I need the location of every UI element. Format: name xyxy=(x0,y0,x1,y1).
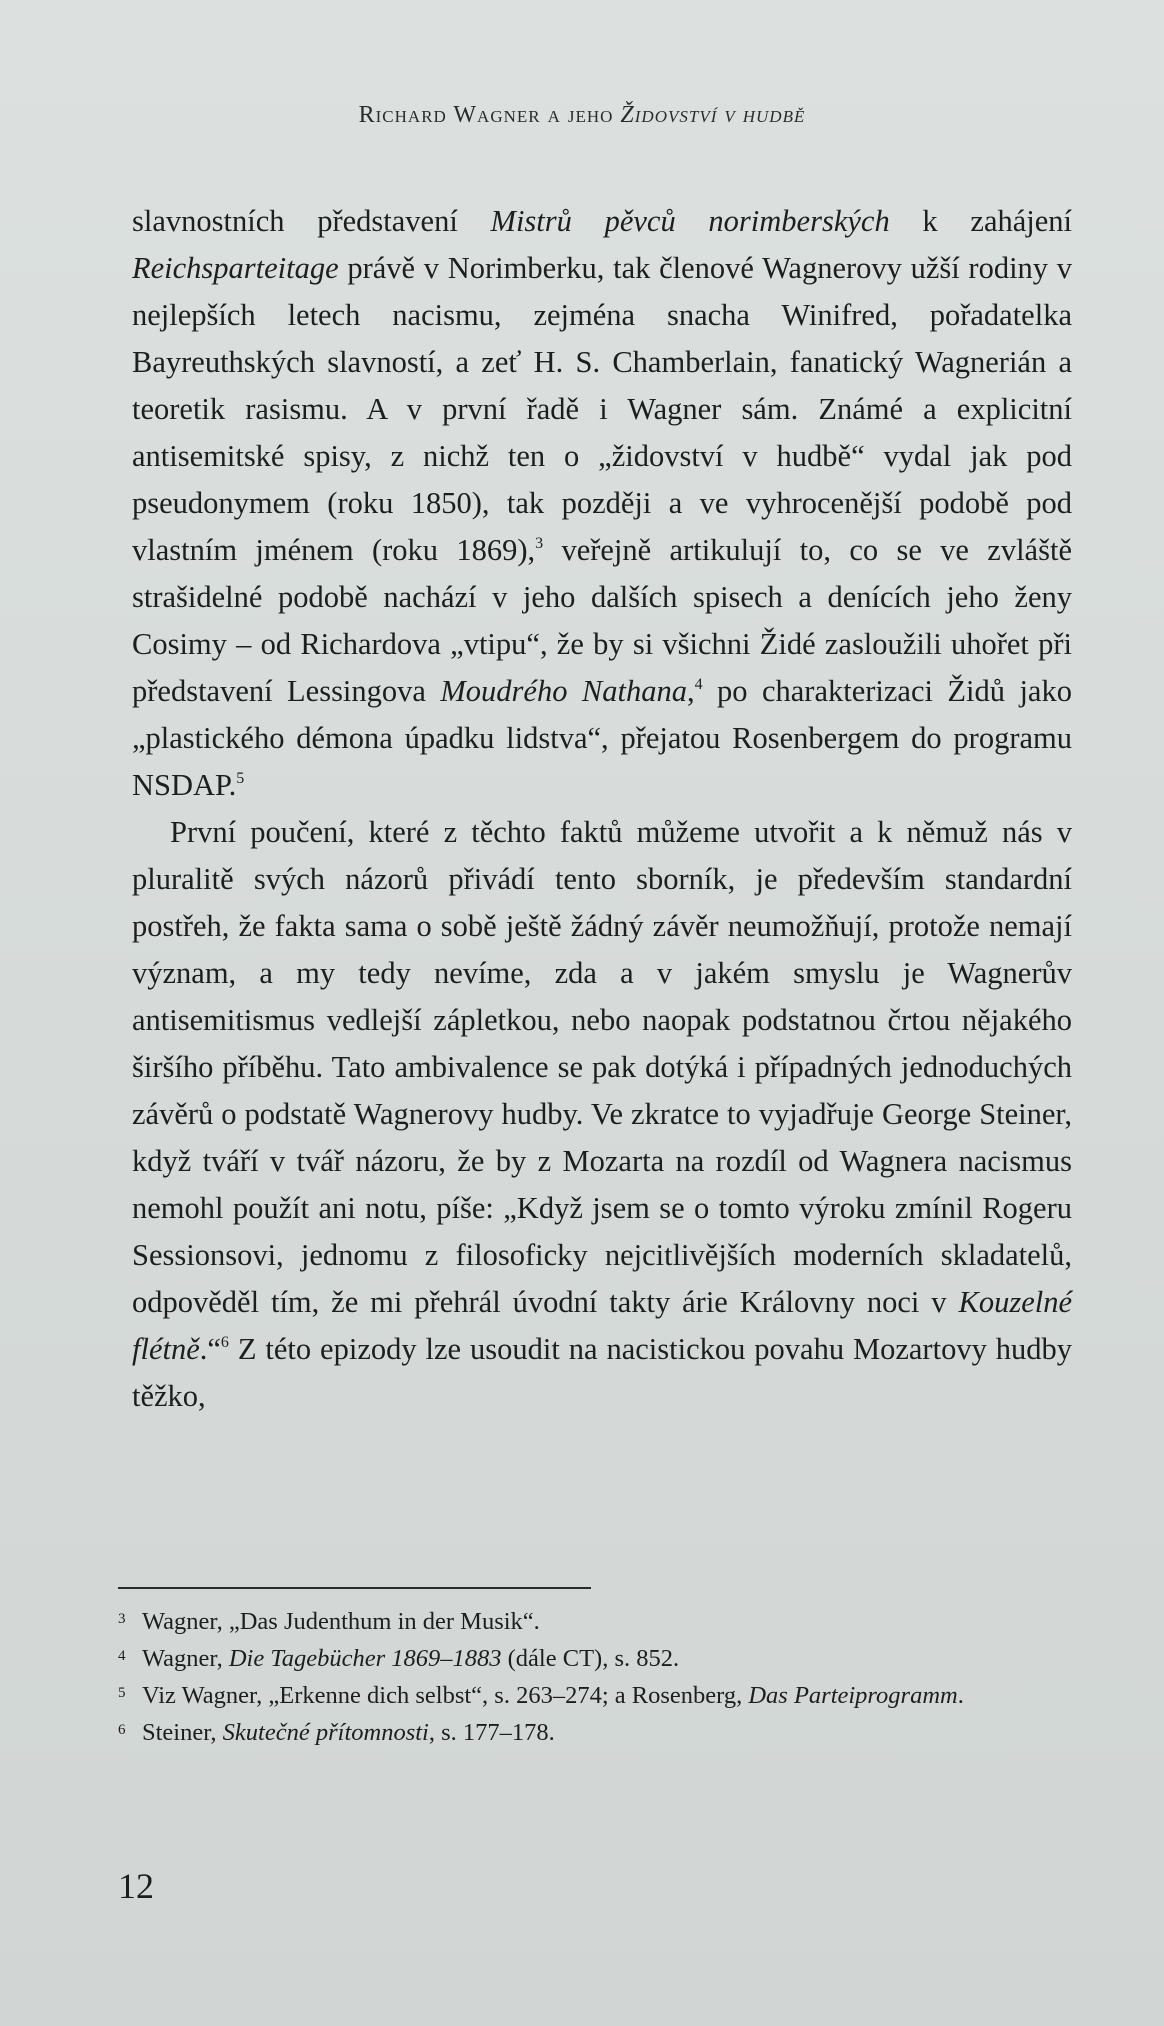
footnote-number: 6 xyxy=(118,1722,126,1738)
footnote-text: , s. 177–178. xyxy=(428,1719,555,1746)
text-run: slavnostních představení xyxy=(132,204,491,238)
italic-title: Kouzelné flétně xyxy=(132,1285,1072,1366)
footnotes xyxy=(118,1603,1068,1751)
text-run: .“ xyxy=(199,1332,221,1366)
text-run: po charakterizaci Židů jako „plastického démona úpadku lidstva“, přejatou Rosenbergem do programu NSDAP. xyxy=(132,674,1072,802)
running-head-italic: Židovství v hudbě xyxy=(620,102,806,128)
footnote-ref-3: 3 xyxy=(535,535,544,552)
footnote-italic: Das Parteiprogramm xyxy=(748,1682,958,1709)
text-run: k zahájení xyxy=(889,204,1072,238)
footnote-text: Wagner, „Das Judenthum in der Musik“. xyxy=(142,1608,540,1635)
footnote-number: 5 xyxy=(118,1685,126,1701)
running-head-roman: Richard Wagner a jeho xyxy=(358,102,621,128)
footnote-text: Wagner, xyxy=(142,1645,229,1672)
footnote-ref-4: 4 xyxy=(694,676,703,693)
text-run: První poučení, které z těchto faktů můžeme utvořit a k němuž nás v pluralitě svých názorů přivádí tento sborník, je především standardní postřeh, že fakta sama o sobě ještě žádný závěr neumožňují, protože nemají význam, a my tedy nevíme, zda a v jakém smyslu je Wagnerův antisemitismus vedlejší zápletkou, nebo naopak podstatnou črtou nějakého širšího příběhu. Tato ambivalence se pak dotýká i případných jednoduchých závěrů o podstatě Wagnerovy hudby. Ve zkratce to vyjadřuje George Steiner, když tváří v tvář názoru, že by z Mozarta na rozdíl od Wagnera nacismus nemohl použít ani notu, píše: „Když jsem se o tomto výroku zmínil Rogeru Sessionsovi, jednomu z filosoficky nejcitlivějších moderních skladatelů, odpověděl tím, že mi přehrál úvodní takty árie Královny noci v xyxy=(132,815,1072,1319)
italic-title: Moudrého Nathana xyxy=(440,674,687,708)
text-run: právě v Norimberku, tak členové Wagnerovy užší rodiny v nejlepších letech nacismu, zejména snacha Winifred, pořadatelka Bayreuthských slavností, a zeť H. S. Chamberlain, fanatický Wagnerián a teoretik rasismu. A v první řadě i Wagner sám. Známé a explicitní antisemitské spisy, z nichž ten o „židovství v hudbě“ vydal jak pod pseudonymem (roku 1850), tak později a ve vyhrocenější podobě pod vlastním jménem (roku 1869), xyxy=(132,251,1072,567)
footnote-italic: Skutečné přítomnosti xyxy=(222,1719,429,1746)
text-run: Z této epizody lze usoudit na nacistickou povahu Mozartovy hudby těžko, xyxy=(132,1332,1072,1413)
text-run: , xyxy=(686,674,695,708)
footnote-ref-5: 5 xyxy=(236,770,245,787)
footnote-text: (dále CT), s. 852. xyxy=(501,1645,680,1672)
running-head xyxy=(0,102,1164,129)
italic-title: Mistrů pěvců norimberských xyxy=(490,204,890,238)
footnote-number: 4 xyxy=(118,1648,126,1664)
footnote-ref-6: 6 xyxy=(220,1334,229,1351)
footnote-text: Viz Wagner, „Erkenne dich selbst“, s. 263–274; a Rosenberg, xyxy=(142,1682,749,1709)
paragraph-1 xyxy=(132,198,1072,809)
footnote-4 xyxy=(118,1640,1068,1677)
footnote-3 xyxy=(118,1603,1068,1640)
footnote-text: . xyxy=(957,1682,964,1709)
footnote-5 xyxy=(118,1677,1068,1714)
footnote-italic: Die Tagebücher 1869–1883 xyxy=(228,1645,502,1672)
paragraph-2 xyxy=(132,809,1072,1420)
footnote-number: 3 xyxy=(118,1611,126,1627)
text-run: veřejně artikulují to, co se ve zvláště strašidelné podobě nachází v jeho dalších spisech a denících jeho ženy Cosimy – od Richardova „vtipu“, že by si všichni Židé zasloužili uhořet při představení Lessingova xyxy=(132,533,1072,708)
footnote-separator xyxy=(118,1587,591,1589)
footnote-text: Steiner, xyxy=(142,1719,223,1746)
body-text xyxy=(132,198,1072,1420)
page-number: 12 xyxy=(118,1866,154,1906)
italic-term: Reichsparteitage xyxy=(132,251,339,285)
footnote-6 xyxy=(118,1714,1068,1751)
